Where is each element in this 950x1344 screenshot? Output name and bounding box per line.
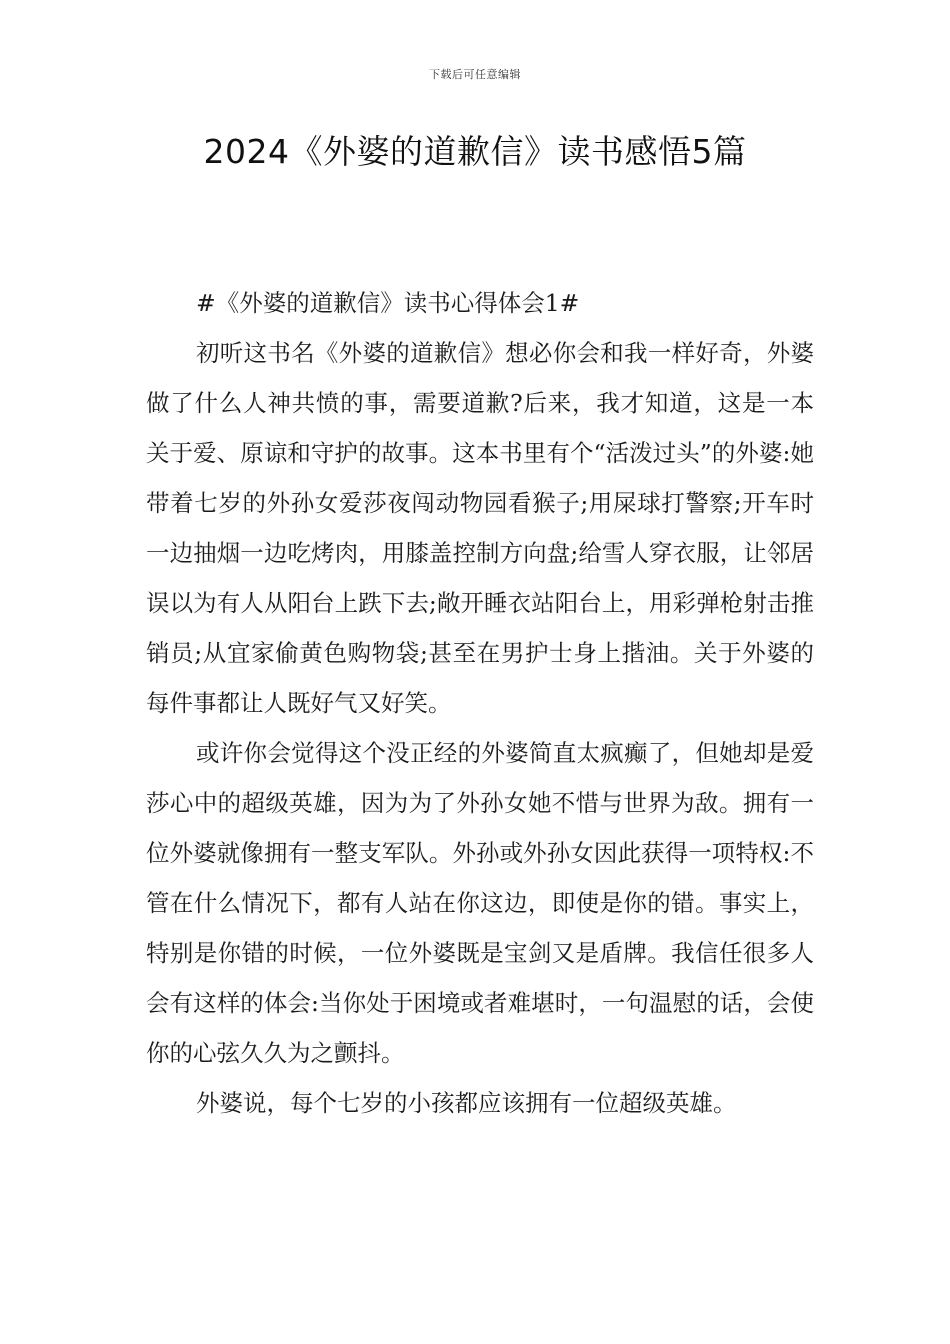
document-title: 2024《外婆的道歉信》读书感悟5篇 [203, 132, 747, 171]
document-body [146, 278, 814, 1128]
header-note: 下载后可任意编辑 [429, 68, 521, 81]
paragraph: 外婆说，每个七岁的小孩都应该拥有一位超级英雄。 [196, 1089, 737, 1117]
paragraph: 初听这书名《外婆的道歉信》想必你会和我一样好奇，外婆做了什么人神共愤的事，需要道歉?后来，我才知道，这是一本关于爱、原谅和守护的故事。这本书里有个“活泼过头”的外婆:她带着七岁的外孙女爱莎夜闯动物园看猴子;用屎球打警察;开车时一边抽烟一边吃烤肉，用膝盖控制方向盘;给雪人穿衣服，让邻居误以为有人从阳台上跌下去;敞开睡衣站阳台上，用彩弹枪射击推销员;从宜家偷黄色购物袋;甚至在男护士身上揩油。关于外婆的每件事都让人既好气又好笑。 [146, 339, 814, 717]
section-heading: #《外婆的道歉信》读书心得体会1# [196, 289, 580, 317]
paragraph: 或许你会觉得这个没正经的外婆简直太疯癫了，但她却是爱莎心中的超级英雄，因为为了外孙女她不惜与世界为敌。拥有一位外婆就像拥有一整支军队。外孙或外孙女因此获得一项特权:不管在什么情况下，都有人站在你这边，即使是你的错。事实上，特别是你错的时候，一位外婆既是宝剑又是盾牌。我信任很多人会有这样的体会:当你处于困境或者难堪时，一句温慰的话，会使你的心弦久久为之颤抖。 [146, 739, 814, 1067]
